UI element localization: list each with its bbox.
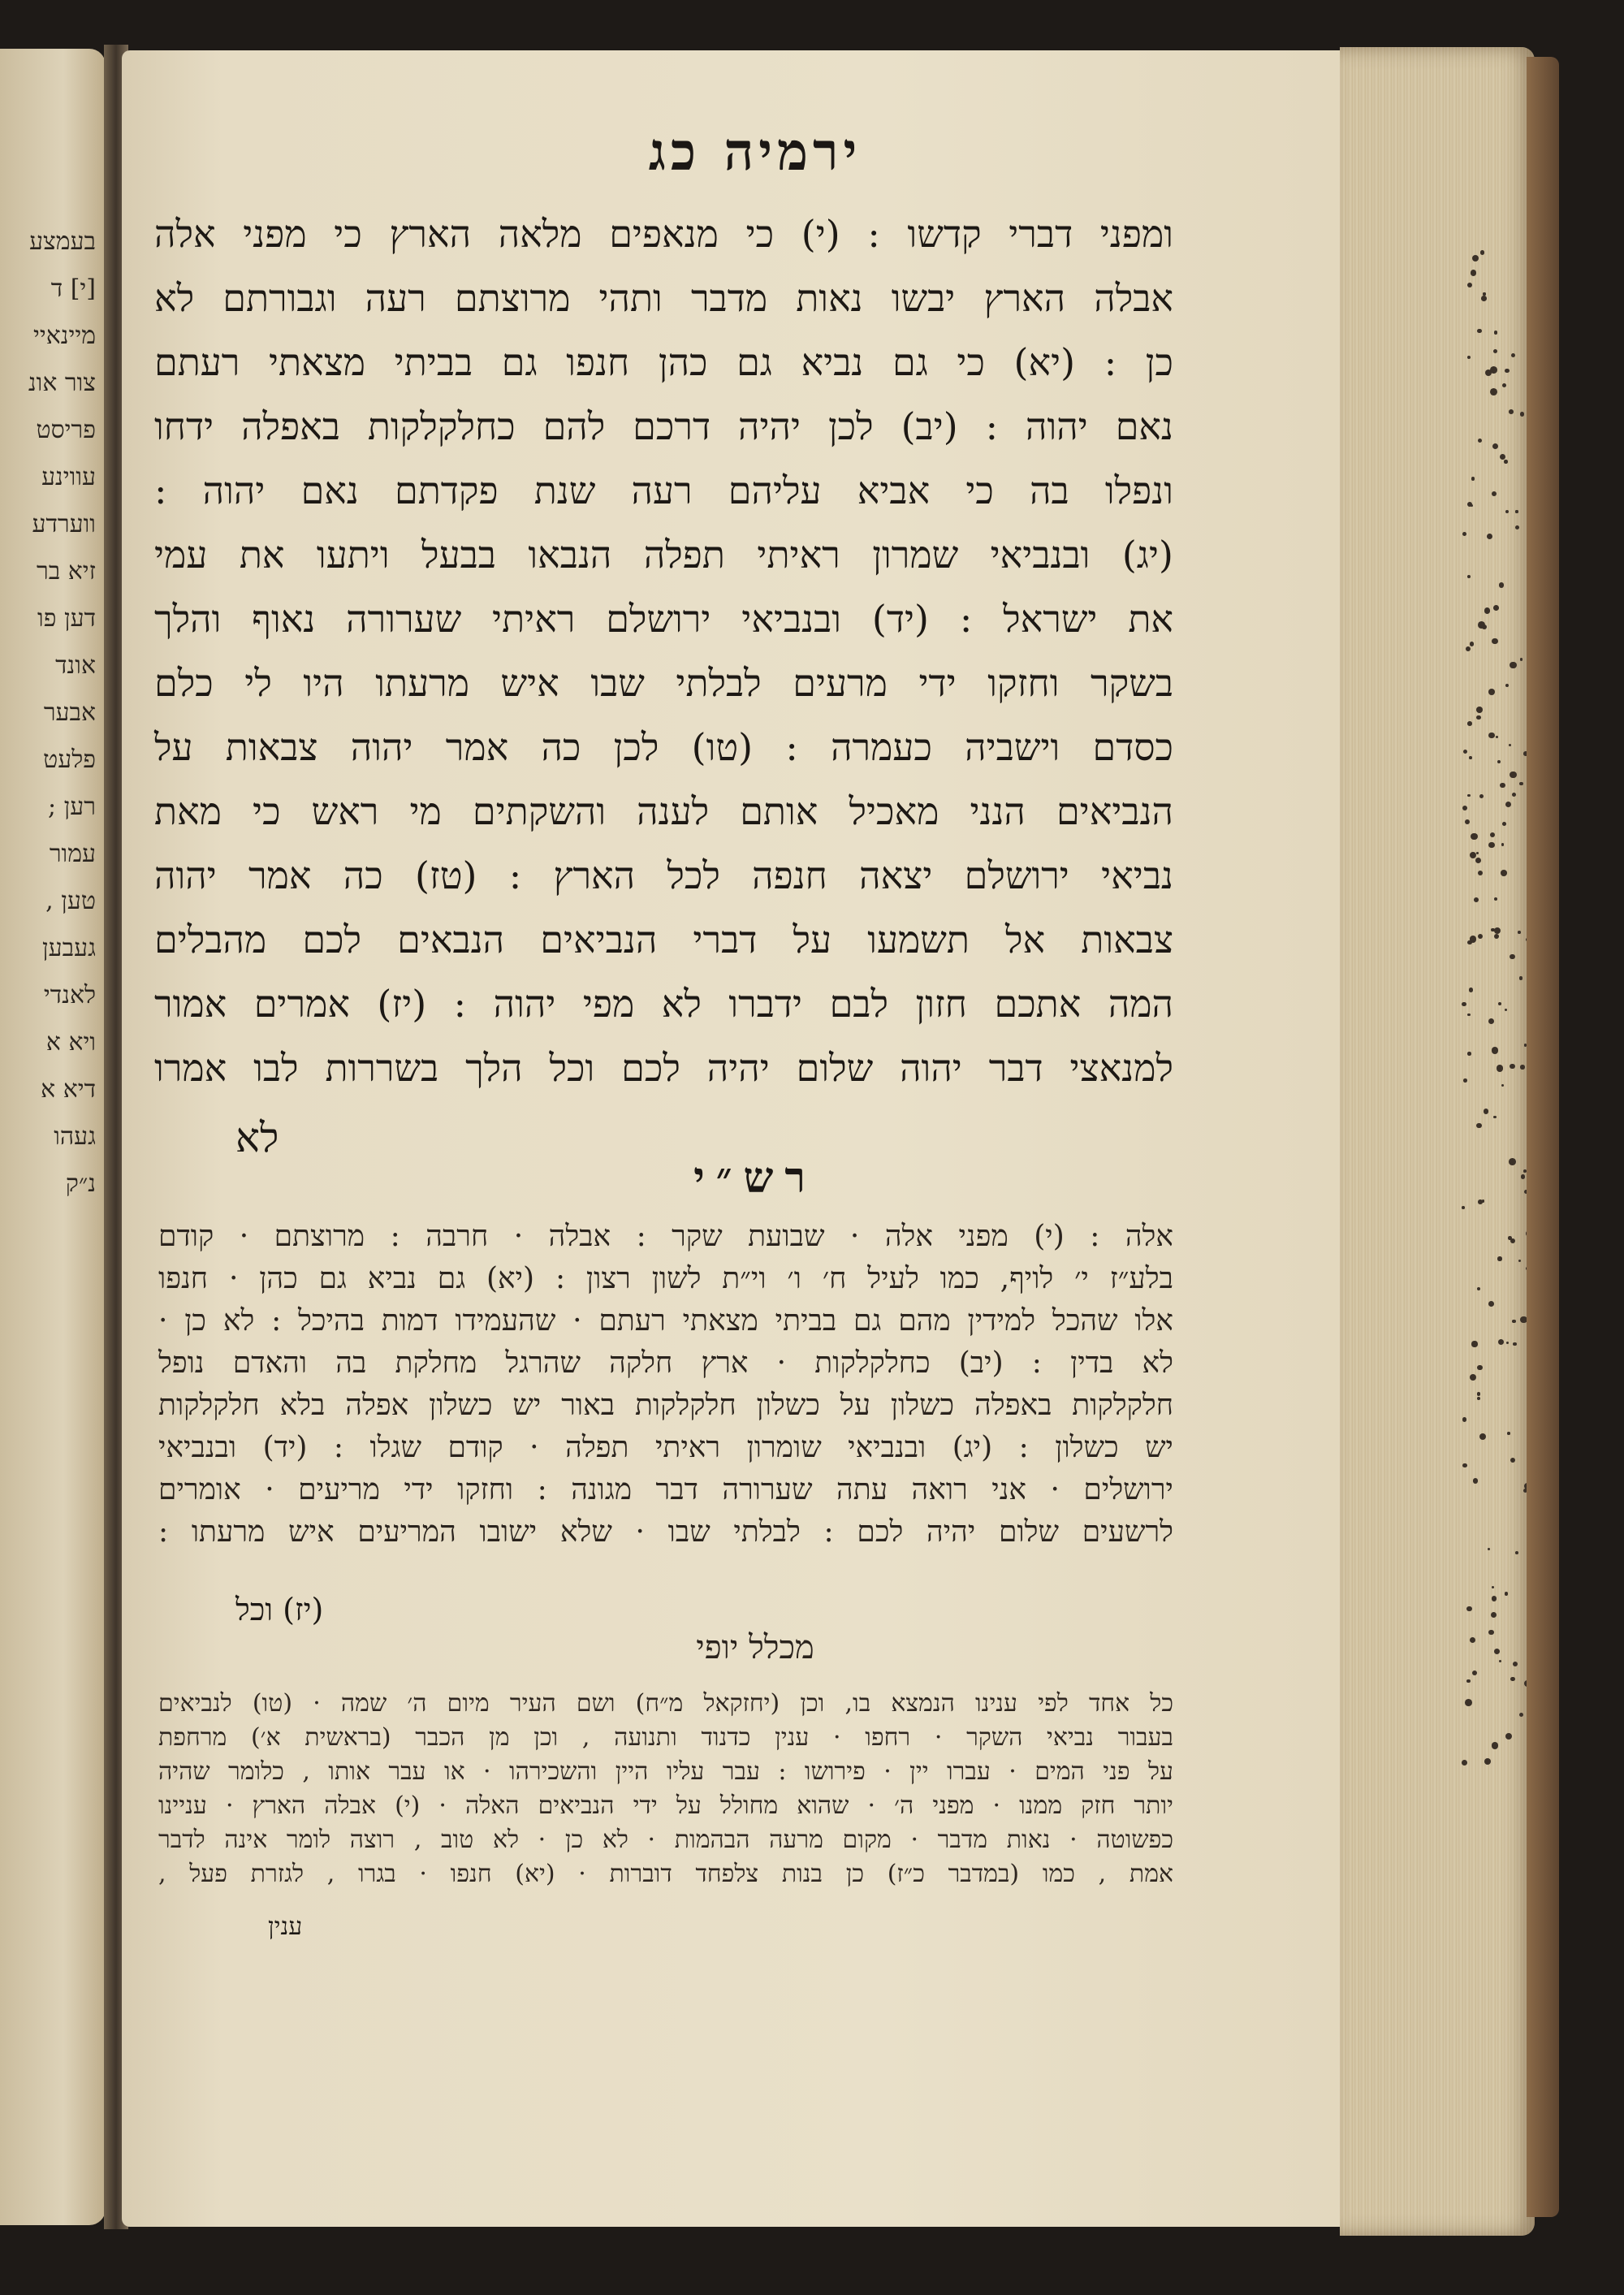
edge-speck — [1492, 443, 1499, 450]
edge-speck — [1484, 1109, 1488, 1113]
edge-speck — [1474, 897, 1479, 902]
verse-line: למנאצי דבר יהוה שלום יהיה לכם וכל הלך בשררות לבו אמרו — [154, 1046, 1173, 1090]
edge-speck — [1506, 1342, 1509, 1344]
edge-speck — [1467, 1014, 1470, 1016]
edge-speck — [1505, 684, 1509, 687]
cover-edge — [1527, 57, 1559, 2217]
verse-line: ונפלו בה כי אביא עליהם רעה שנת פקדתם נאם יהוה : — [154, 469, 1173, 512]
left-page-fragment: אונד — [55, 651, 96, 680]
edge-speck — [1515, 1551, 1518, 1554]
edge-speck — [1510, 662, 1517, 669]
edge-speck — [1505, 369, 1510, 374]
edge-speck — [1467, 283, 1472, 287]
edge-speck — [1515, 510, 1518, 512]
edge-speck — [1476, 1123, 1482, 1129]
edge-speck — [1502, 822, 1506, 826]
edge-speck — [1492, 491, 1497, 496]
edge-speck — [1467, 721, 1472, 726]
mikhlol-line: בעבור נביאי השקר · רחפו · ענין כדנוד ותנועה , וכן מן הכבר (בראשית א׳) מרחפת — [158, 1723, 1173, 1752]
edge-speck — [1469, 988, 1473, 992]
rashi-line: לא בדין : (יב) כחלקלקות · ארץ חלקה שהרגל מחלקת בה והאדם נופל — [158, 1346, 1173, 1380]
left-page-fragment: מיינאיי — [32, 322, 96, 350]
edge-speck — [1491, 1612, 1497, 1618]
edge-speck — [1484, 1758, 1491, 1765]
rashi-line: יש כשלון : (יג) ובנביאי שומרון ראיתי תפלה · קודם שגלו : (יד) ובנביאי — [158, 1431, 1173, 1464]
edge-speck — [1518, 1260, 1521, 1262]
mikhlol-line: על פני המים · עברו יין · פירושו : עבר עליו היין והשכירהו · או עבר אותו , כלומר שהיה — [158, 1757, 1173, 1786]
edge-speck — [1494, 934, 1499, 939]
rashi-line: חלקלקות באפלה כשלון על כשלון חלקלקות באור יש כשלון אפלה בלא חלקלקות — [158, 1389, 1173, 1422]
left-page-fragment: נ״ק — [65, 1169, 96, 1198]
edge-speck — [1478, 934, 1483, 939]
edge-speck — [1491, 928, 1495, 932]
edge-speck — [1471, 833, 1478, 841]
edge-speck — [1497, 1065, 1504, 1072]
verse-line: נביאי ירושלם יצאה חנפה לכל הארץ : (טז) כה אמר יהוה — [154, 854, 1173, 897]
edge-speck — [1483, 292, 1485, 295]
edge-speck — [1479, 1433, 1486, 1440]
left-page — [0, 49, 106, 2225]
edge-speck — [1492, 1586, 1495, 1589]
edge-speck — [1478, 439, 1482, 443]
edge-speck — [1505, 1592, 1508, 1595]
left-page-fragment: אבער — [43, 698, 96, 727]
edge-speck — [1471, 477, 1475, 481]
edge-speck — [1471, 1341, 1477, 1346]
verse-line: את ישראל : (יד) ובנביאי ירושלם ראיתי שערורה נאוף והלך — [154, 597, 1173, 641]
edge-speck — [1476, 852, 1479, 854]
edge-speck — [1509, 409, 1514, 414]
edge-speck — [1493, 1116, 1497, 1119]
edge-speck — [1500, 783, 1505, 789]
edge-speck — [1475, 858, 1481, 863]
edge-speck — [1466, 1606, 1472, 1612]
edge-speck — [1479, 794, 1484, 798]
rashi-catchword: (יז) וכל — [235, 1592, 324, 1627]
edge-speck — [1469, 756, 1472, 759]
edge-speck — [1488, 733, 1495, 739]
edge-speck — [1467, 940, 1471, 944]
left-page-fragment: פריסט — [36, 416, 96, 444]
edge-speck — [1471, 270, 1476, 275]
left-page-fragment: [י] ד — [50, 274, 96, 303]
verse-line: ומפני דברי קדשו : (י) כי מנאפים מלאה הארץ כי מפני אלה — [154, 212, 1173, 256]
edge-speck — [1478, 621, 1485, 629]
edge-speck — [1462, 1760, 1467, 1766]
edge-speck — [1507, 1432, 1510, 1435]
edge-speck — [1470, 642, 1475, 646]
edge-speck — [1510, 1064, 1514, 1069]
rashi-line: בלע״ז י׳ לויף, כמו לעיל ח׳ ו׳ וי״ת לשון רצון : (יא) גם נביא גם כהן · חנפו — [158, 1262, 1173, 1295]
edge-speck — [1519, 976, 1522, 979]
edge-speck — [1508, 1236, 1512, 1240]
mikhlol-catchword: ענין — [268, 1912, 303, 1941]
edge-speck — [1492, 1596, 1497, 1601]
edge-speck — [1490, 388, 1497, 395]
mikhlol-line: כל אחד לפי ענינו הנמצא בו, וכן (יחזקאל מ״ח) ושם העיר מיום ה׳ שמה · (טו) לנביאים — [158, 1689, 1173, 1718]
edge-speck — [1467, 575, 1471, 578]
edge-speck — [1488, 1018, 1494, 1024]
rashi-line: אלה : (י) מפני אלה · שבועת שקר : אבלה · חרבה : מרוצתם · קודם — [158, 1220, 1173, 1253]
left-page-fragment: פלעט — [43, 746, 96, 774]
edge-speck — [1467, 502, 1472, 507]
edge-speck — [1480, 250, 1485, 255]
edge-speck — [1505, 1009, 1508, 1012]
edge-speck — [1470, 852, 1476, 858]
edge-speck — [1478, 871, 1483, 875]
rashi-title: רש״י — [693, 1153, 817, 1203]
left-page-fragment: זיא בר — [37, 557, 96, 586]
edge-speck — [1498, 1339, 1504, 1345]
edge-speck — [1512, 793, 1516, 797]
verse-catchword: לא — [235, 1114, 279, 1161]
edge-speck — [1510, 1458, 1515, 1463]
running-head: ירמיה כג — [648, 122, 862, 183]
edge-speck — [1510, 954, 1514, 959]
left-page-fragment: דיא א — [41, 1075, 96, 1104]
verse-line: כסדם וישביה כעמרה : (טו) לכן כה אמר יהוה צבאות על — [154, 725, 1174, 769]
edge-speck — [1477, 1397, 1480, 1400]
edge-speck — [1500, 454, 1505, 460]
verse-line: אבלה הארץ יבשו נאות מדבר ותהי מרוצתם רעה וגבורתם לא — [154, 276, 1173, 320]
edge-speck — [1488, 689, 1495, 695]
left-page-fragment: עווינע — [41, 463, 96, 491]
edge-speck — [1505, 510, 1509, 513]
left-page-fragment: ויא א — [45, 1028, 96, 1057]
edge-speck — [1521, 1174, 1525, 1178]
edge-speck — [1504, 460, 1507, 463]
rashi-line: לרשעים שלום יהיה לכם : לבלתי שבו · שלא ישובו המריעים איש מרעתו : — [158, 1515, 1173, 1549]
edge-speck — [1477, 329, 1481, 333]
edge-speck — [1498, 1002, 1501, 1005]
edge-speck — [1484, 607, 1490, 613]
edge-speck — [1473, 1478, 1478, 1483]
edge-speck — [1463, 750, 1467, 754]
mikhlol-title: מכלל יופי — [696, 1629, 814, 1666]
edge-speck — [1493, 605, 1499, 611]
left-page-fragment: דען פו — [37, 604, 96, 633]
edge-speck — [1463, 1078, 1467, 1083]
edge-speck — [1492, 1742, 1498, 1748]
edge-speck — [1499, 1660, 1501, 1662]
edge-speck — [1492, 638, 1498, 645]
fore-edge — [1340, 47, 1535, 2236]
edge-speck — [1478, 1199, 1483, 1204]
edge-speck — [1502, 383, 1506, 387]
edge-speck — [1520, 658, 1522, 660]
edge-speck — [1509, 1158, 1516, 1165]
edge-speck — [1467, 794, 1470, 797]
edge-speck — [1494, 897, 1497, 901]
edge-speck — [1510, 1677, 1515, 1682]
edge-speck — [1501, 870, 1507, 876]
edge-speck — [1501, 1084, 1504, 1087]
edge-speck — [1497, 1256, 1501, 1260]
edge-speck — [1462, 532, 1466, 536]
edge-speck — [1501, 843, 1505, 846]
left-page-fragment: לאנדי — [43, 981, 96, 1009]
left-page-fragment: רען ; — [47, 793, 96, 821]
edge-speck — [1520, 412, 1524, 416]
edge-speck — [1518, 931, 1521, 934]
left-page-fragment: געהו — [54, 1122, 96, 1151]
verse-line: המה אתכם חזון לבם ידברו לא מפי יהוה : (יז) אמרים אמור — [154, 982, 1173, 1026]
edge-speck — [1505, 802, 1511, 807]
edge-speck — [1466, 646, 1471, 651]
left-page-fragment: ווערדע — [32, 510, 96, 538]
edge-speck — [1490, 832, 1495, 837]
edge-speck — [1467, 356, 1471, 359]
edge-speck — [1477, 1392, 1481, 1396]
edge-speck — [1494, 1649, 1500, 1654]
edge-speck — [1462, 806, 1468, 811]
edge-speck — [1488, 1548, 1491, 1551]
edge-speck — [1462, 1417, 1467, 1422]
edge-speck — [1476, 715, 1480, 720]
edge-speck — [1520, 1065, 1525, 1070]
verse-line: (יג) ובנביאי שמרון ראיתי תפלה הנבאו בבעל ויתעו את עמי — [154, 533, 1173, 577]
edge-speck — [1511, 353, 1515, 357]
edge-speck — [1467, 1052, 1471, 1055]
edge-speck — [1519, 782, 1522, 785]
edge-speck — [1488, 1630, 1493, 1635]
edge-speck — [1488, 842, 1495, 849]
left-page-fragment: צור אונ — [28, 369, 96, 397]
edge-speck — [1493, 349, 1497, 353]
edge-speck — [1512, 1320, 1515, 1323]
edge-speck — [1470, 1374, 1476, 1381]
edge-speck — [1477, 1287, 1480, 1290]
edge-speck — [1462, 1463, 1467, 1468]
verse-line: נאם יהוה : (יב) לכן יהיה דרכם להם כחלקלקות באפלה ידחו — [154, 404, 1173, 448]
verse-line: הנביאים הנני מאכיל אותם לענה והשקתים מי ראש כי מאת — [154, 789, 1173, 833]
edge-speck — [1519, 1713, 1523, 1717]
verse-line: צבאות אל תשמעו על דברי הנביאים הנבאים לכם מהבלים — [154, 918, 1173, 962]
edge-speck — [1488, 1301, 1494, 1307]
left-page-fragment: געבען — [42, 934, 96, 962]
edge-speck — [1477, 1365, 1483, 1371]
edge-speck — [1481, 296, 1487, 301]
edge-speck — [1472, 255, 1479, 261]
verse-line: בשקר וחזקו ידי מרעים לבלתי שבו איש מרעתו היו לי כלם — [154, 661, 1173, 705]
verse-line: כן : (יא) כי גם נביא גם כהן חנפו גם בביתי מצאתי רעתם — [154, 340, 1173, 384]
rashi-line: אלו שהכל למידין מהם גם בביתי מצאתי רעתם · שהעמידו דמות בהיכל : לא כן · — [158, 1304, 1173, 1338]
edge-speck — [1510, 771, 1517, 779]
edge-speck — [1465, 1699, 1472, 1706]
edge-speck — [1494, 927, 1501, 934]
mikhlol-line: כפשוטה · נאות מדבר · מקום מרעה הבהמות · לא כן · לא טוב , רוצה לומר אינה לדבר — [158, 1826, 1173, 1854]
edge-speck — [1472, 1670, 1478, 1676]
edge-speck — [1509, 744, 1511, 746]
edge-speck — [1499, 582, 1505, 588]
edge-speck — [1505, 1733, 1512, 1740]
edge-speck — [1487, 534, 1492, 539]
edge-speck — [1513, 1342, 1517, 1346]
edge-speck — [1515, 525, 1519, 529]
left-page-fragment: בעמצע — [29, 227, 96, 256]
left-page-fragment: עמור — [49, 840, 96, 868]
edge-speck — [1494, 331, 1498, 335]
left-page-fragment: טען , — [45, 887, 96, 915]
edge-speck — [1470, 1637, 1475, 1643]
edge-speck — [1492, 1047, 1498, 1053]
edge-speck — [1496, 736, 1498, 738]
rashi-line: ירושלים · אני רואה עתה שערורה דבר מגונה : וחזקו ידי מריעים · אומרים — [158, 1473, 1173, 1506]
mikhlol-line: אמת , כמו (במדבר כ״ז) כן בנות צלפחד דוברות · (יא) חנפו · בגרו , לגזרת פעל , — [158, 1860, 1173, 1888]
edge-speck — [1476, 707, 1483, 713]
edge-speck — [1497, 760, 1501, 763]
edge-speck — [1466, 1679, 1470, 1683]
mikhlol-line: יותר חזק ממנו · מפני ה׳ · שהוא מחולל על ידי הנביאים האלה · (י) אבלה הארץ · עניינו — [158, 1791, 1173, 1820]
edge-speck — [1490, 366, 1497, 374]
edge-speck — [1513, 1662, 1518, 1666]
edge-speck — [1465, 819, 1470, 824]
edge-speck — [1462, 1002, 1466, 1007]
edge-speck — [1462, 1206, 1465, 1209]
